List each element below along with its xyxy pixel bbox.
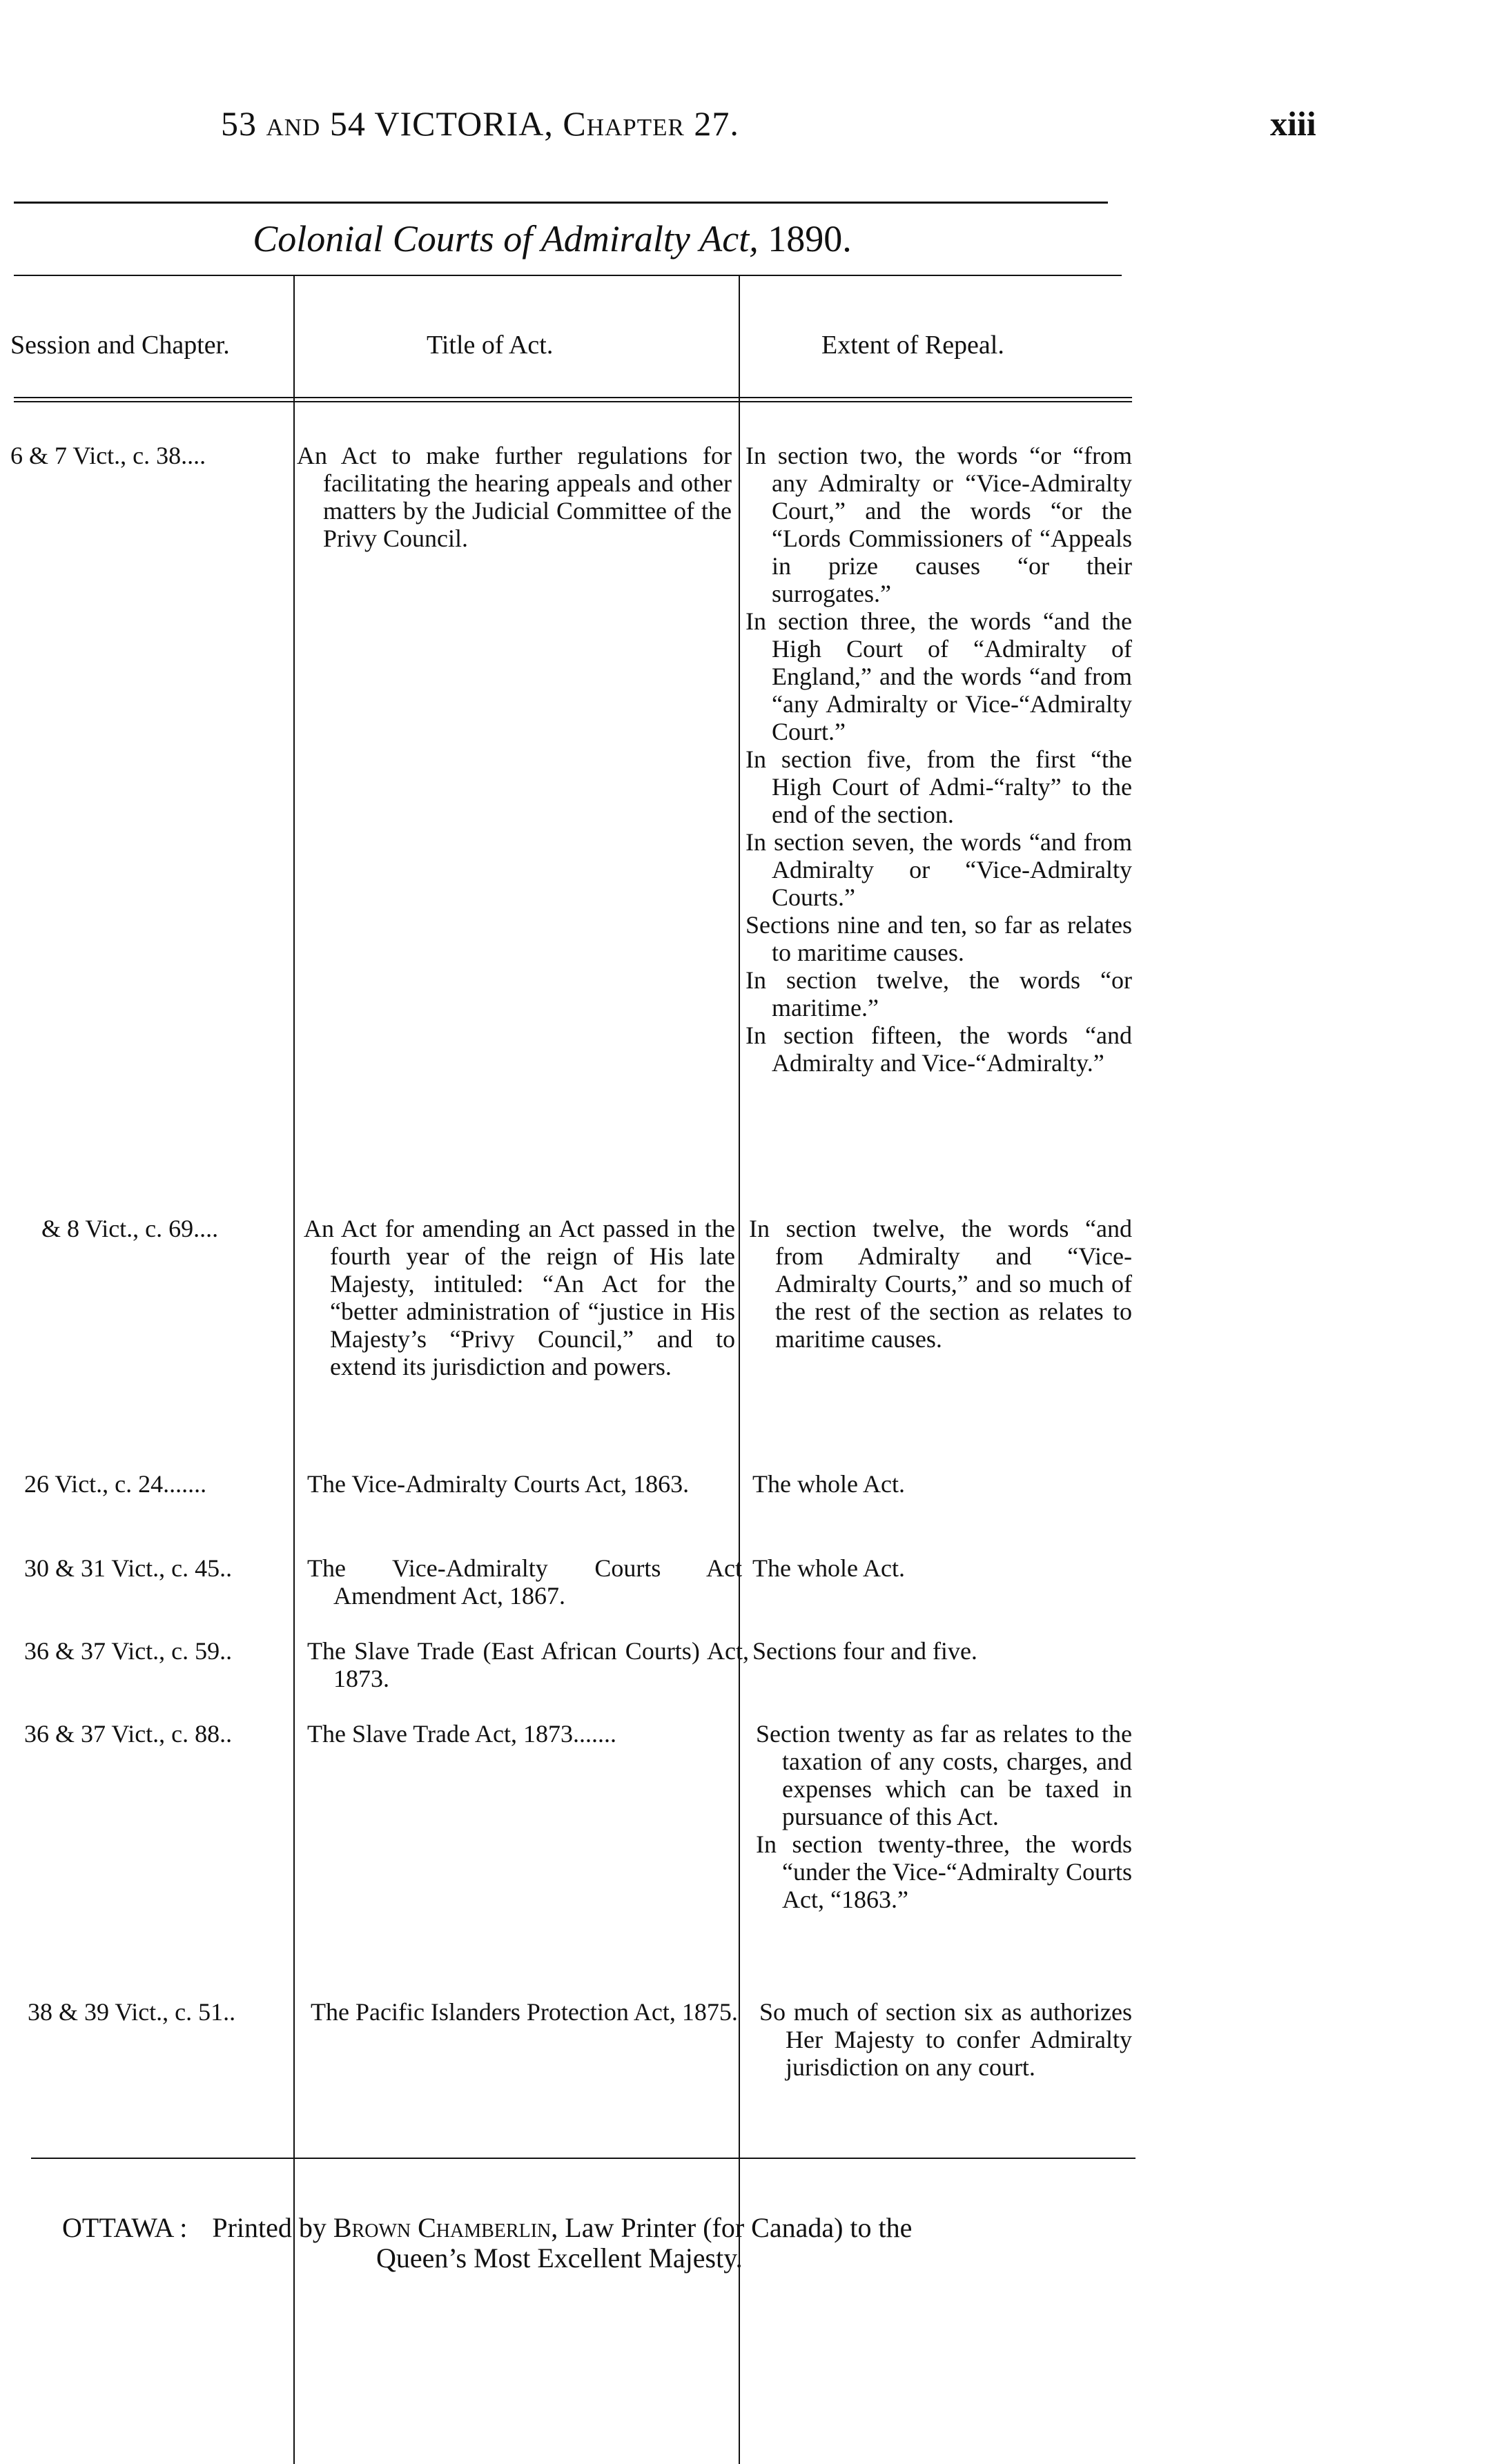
repeal-paragraph: So much of section six as authorizes Her Majesty to confer Admiralty jurisdiction on any court. (759, 1998, 1132, 2081)
column-header-repeal: Extent of Repeal. (821, 331, 1004, 360)
row-session: 26 Vict., c. 24....... (24, 1470, 207, 1498)
repeal-paragraph: In section three, the words “and the High Court of “Admiralty of England,” and the words “and from “any Admiralty or Vice-“Admiralty Court.” (746, 607, 1132, 745)
imprint-line-1 (62, 2213, 1180, 2243)
chapter-prefix: 53 (221, 104, 257, 143)
imprint-printer-name: Brown Chamberlin, (333, 2212, 558, 2243)
repeal-paragraph: In section twenty-three, the words “under the Vice-“Admiralty Courts Act, “1863.” (756, 1830, 1132, 1913)
column-header-session: Session and Chapter. (10, 331, 230, 360)
row-title-text: The Vice-Admiralty Courts Act, 1863. (307, 1470, 690, 1498)
table-bottom-rule (31, 2158, 1136, 2159)
row-session: 6 & 7 Vict., c. 38.... (10, 442, 206, 469)
row-session: 30 & 31 Vict., c. 45.. (24, 1554, 233, 1582)
chapter-word: Chapter (563, 104, 685, 143)
chapter-number: 27. (694, 104, 739, 143)
column-divider-2 (739, 276, 740, 2464)
header-rule (14, 202, 1108, 204)
row-repeal (752, 1637, 1132, 1665)
row-title-text: The Pacific Islanders Protection Act, 1875. (311, 1998, 738, 2026)
imprint-line-2: Queen’s Most Excellent Majesty. (376, 2242, 743, 2274)
row-title (307, 1637, 749, 1692)
row-title (311, 1998, 752, 2026)
row-title (304, 1215, 735, 1380)
row-repeal (756, 1720, 1132, 1913)
row-repeal (752, 1554, 1132, 1582)
repeal-paragraph: The whole Act. (752, 1470, 905, 1498)
row-title (307, 1470, 735, 1498)
repeal-paragraph: In section twelve, the words “and from Admiralty and “Vice-Admiralty Courts,” and so much of the rest of the section as relates to maritime causes. (749, 1215, 1132, 1353)
row-session: 36 & 37 Vict., c. 59.. (24, 1637, 233, 1665)
act-title-italic: Colonial Courts of Admiralty (253, 218, 690, 260)
row-title-text: The Vice-Admiralty Courts Act Amendment Act, 1867. (307, 1554, 742, 1610)
act-title (0, 217, 1104, 260)
imprint-printer-role: Law Printer (for Canada) to the (565, 2212, 913, 2243)
repeal-paragraph: In section five, from the first “the High Court of Admi-“ralty” to the end of the section. (746, 745, 1132, 828)
row-session: 38 & 39 Vict., c. 51.. (28, 1998, 236, 2026)
page-number: xiii (1270, 104, 1316, 143)
row-title-text: An Act for amending an Act passed in the fourth year of the reign of His late Majesty, intituled: “An Act for the “better administration of “justice in His Majesty’s “Privy Council,” and to extend its jurisdiction and powers. (304, 1215, 735, 1380)
chapter-mid: 54 VICTORIA, (329, 104, 554, 143)
title-rule (14, 275, 1122, 276)
repeal-paragraph: In section fifteen, the words “and Admiralty and Vice-“Admiralty.” (746, 1021, 1132, 1077)
row-title (307, 1554, 742, 1610)
act-title-act: Act, (699, 218, 759, 260)
row-repeal (749, 1215, 1132, 1353)
row-repeal (752, 1470, 1132, 1498)
chapter-and: and (266, 104, 321, 143)
imprint-place: OTTAWA : (62, 2212, 188, 2243)
column-header-title: Title of Act. (427, 331, 554, 360)
repeal-paragraph: In section seven, the words “and from Admiralty or “Vice-Admiralty Courts.” (746, 828, 1132, 911)
repeal-paragraph: Sections four and five. (752, 1637, 977, 1665)
row-title-text: An Act to make further regulations for facilitating the hearing appeals and other matters by the Judicial Committee of the Privy Council. (297, 442, 732, 552)
row-session: 36 & 37 Vict., c. 88.. (24, 1720, 233, 1748)
repeal-paragraph: Sections nine and ten, so far as relates to maritime causes. (746, 911, 1132, 966)
row-title-text: The Slave Trade (East African Courts) Act, 1873. (307, 1637, 749, 1692)
table-header-rule (14, 397, 1132, 402)
imprint-printed-by: Printed by (212, 2212, 327, 2243)
row-title (297, 442, 732, 552)
repeal-paragraph: The whole Act. (752, 1554, 905, 1582)
repeal-paragraph: Section twenty as far as relates to the taxation of any costs, charges, and expenses which can be taxed in pursuance of this Act. (756, 1720, 1132, 1830)
row-title-text: The Slave Trade Act, 1873....... (307, 1720, 616, 1748)
running-head (221, 104, 1139, 144)
column-divider-1 (293, 276, 295, 2464)
row-session: & 8 Vict., c. 69.... (41, 1215, 219, 1242)
imprint (62, 2213, 1180, 2274)
row-repeal (746, 442, 1132, 1077)
act-title-year: 1890. (768, 218, 852, 260)
row-title (307, 1720, 749, 1748)
repeal-paragraph: In section two, the words “or “from any Admiralty or “Vice-Admiralty Court,” and the words “or the “Lords Commissioners of “Appeals in prize causes “or their surrogates.” (746, 442, 1132, 607)
row-repeal (759, 1998, 1132, 2081)
repeal-paragraph: In section twelve, the words “or maritime.” (746, 966, 1132, 1021)
